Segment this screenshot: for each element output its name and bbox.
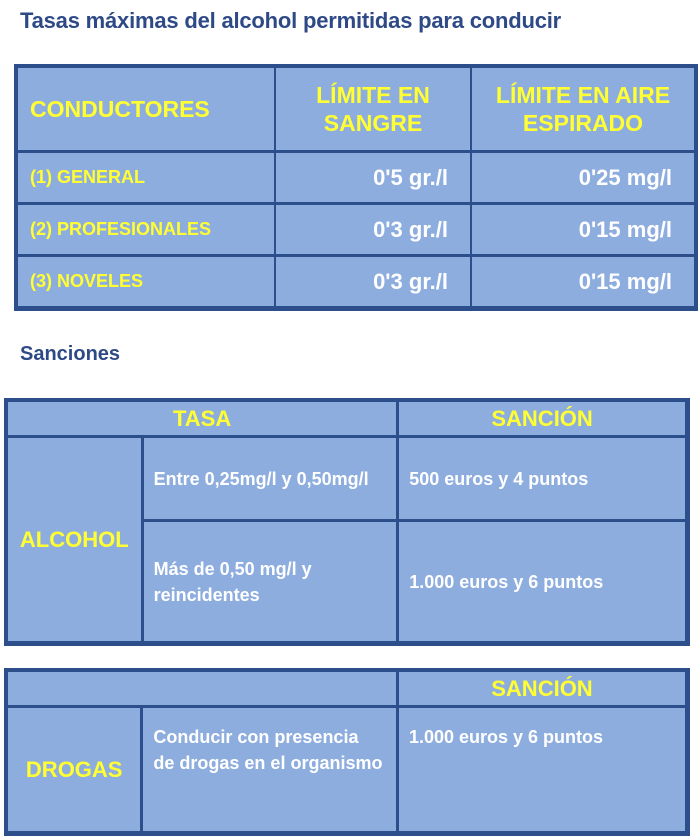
blood-limit-value: 0'3 gr./l [275,204,471,256]
rate-line1: Conducir con presencia [153,727,359,747]
header-blood-limit [275,67,471,152]
category-alcohol: ALCOHOL [7,437,143,643]
rate-text [143,521,399,643]
blood-limit-value: 0'5 gr./l [275,152,471,204]
rate-line1: Más de 0,50 mg/l y [153,558,312,579]
header-sanction: SANCIÓN [398,671,687,707]
sanctions-heading: Sanciones [20,343,121,365]
driver-label: (3) NOVELES [17,256,275,308]
alcohol-limits-table [14,64,698,311]
sanction-text: 1.000 euros y 6 puntos [398,521,687,643]
rate-text: Entre 0,25mg/l y 0,50mg/l [143,437,399,521]
header-sanction: SANCIÓN [398,401,687,437]
blood-limit-value: 0'3 gr./l [275,256,471,308]
page-title: Tasas máximas del alcohol permitidas para conducir [20,8,562,33]
alcohol-sanctions-table [4,398,690,646]
category-drugs: DROGAS [7,707,142,833]
air-limit-value: 0'25 mg/l [471,152,695,204]
header-drivers: CONDUCTORES [17,67,275,152]
header-blood-line2: SANGRE [323,110,423,136]
table-row [17,256,695,308]
header-air-limit [471,67,695,152]
rate-line2: de drogas en el organismo [153,753,383,773]
sanction-text: 1.000 euros y 6 puntos [398,707,687,833]
air-limit-value: 0'15 mg/l [471,256,695,308]
header-empty [7,671,398,707]
header-blood-line1: LÍMITE EN [316,82,430,108]
driver-label: (2) PROFESIONALES [17,204,275,256]
rate-line2: reincidentes [153,584,260,605]
air-limit-value: 0'15 mg/l [471,204,695,256]
rate-text [142,707,398,833]
header-rate: TASA [7,401,398,437]
table-row [17,204,695,256]
driver-label: (1) GENERAL [17,152,275,204]
drugs-sanctions-table [4,668,690,836]
table-row [7,437,687,521]
header-air-line2: ESPIRADO [522,110,644,136]
header-air-line1: LÍMITE EN AIRE [495,82,671,108]
sanction-text: 500 euros y 4 puntos [398,437,687,521]
table-row [17,152,695,204]
table-row [7,707,687,833]
